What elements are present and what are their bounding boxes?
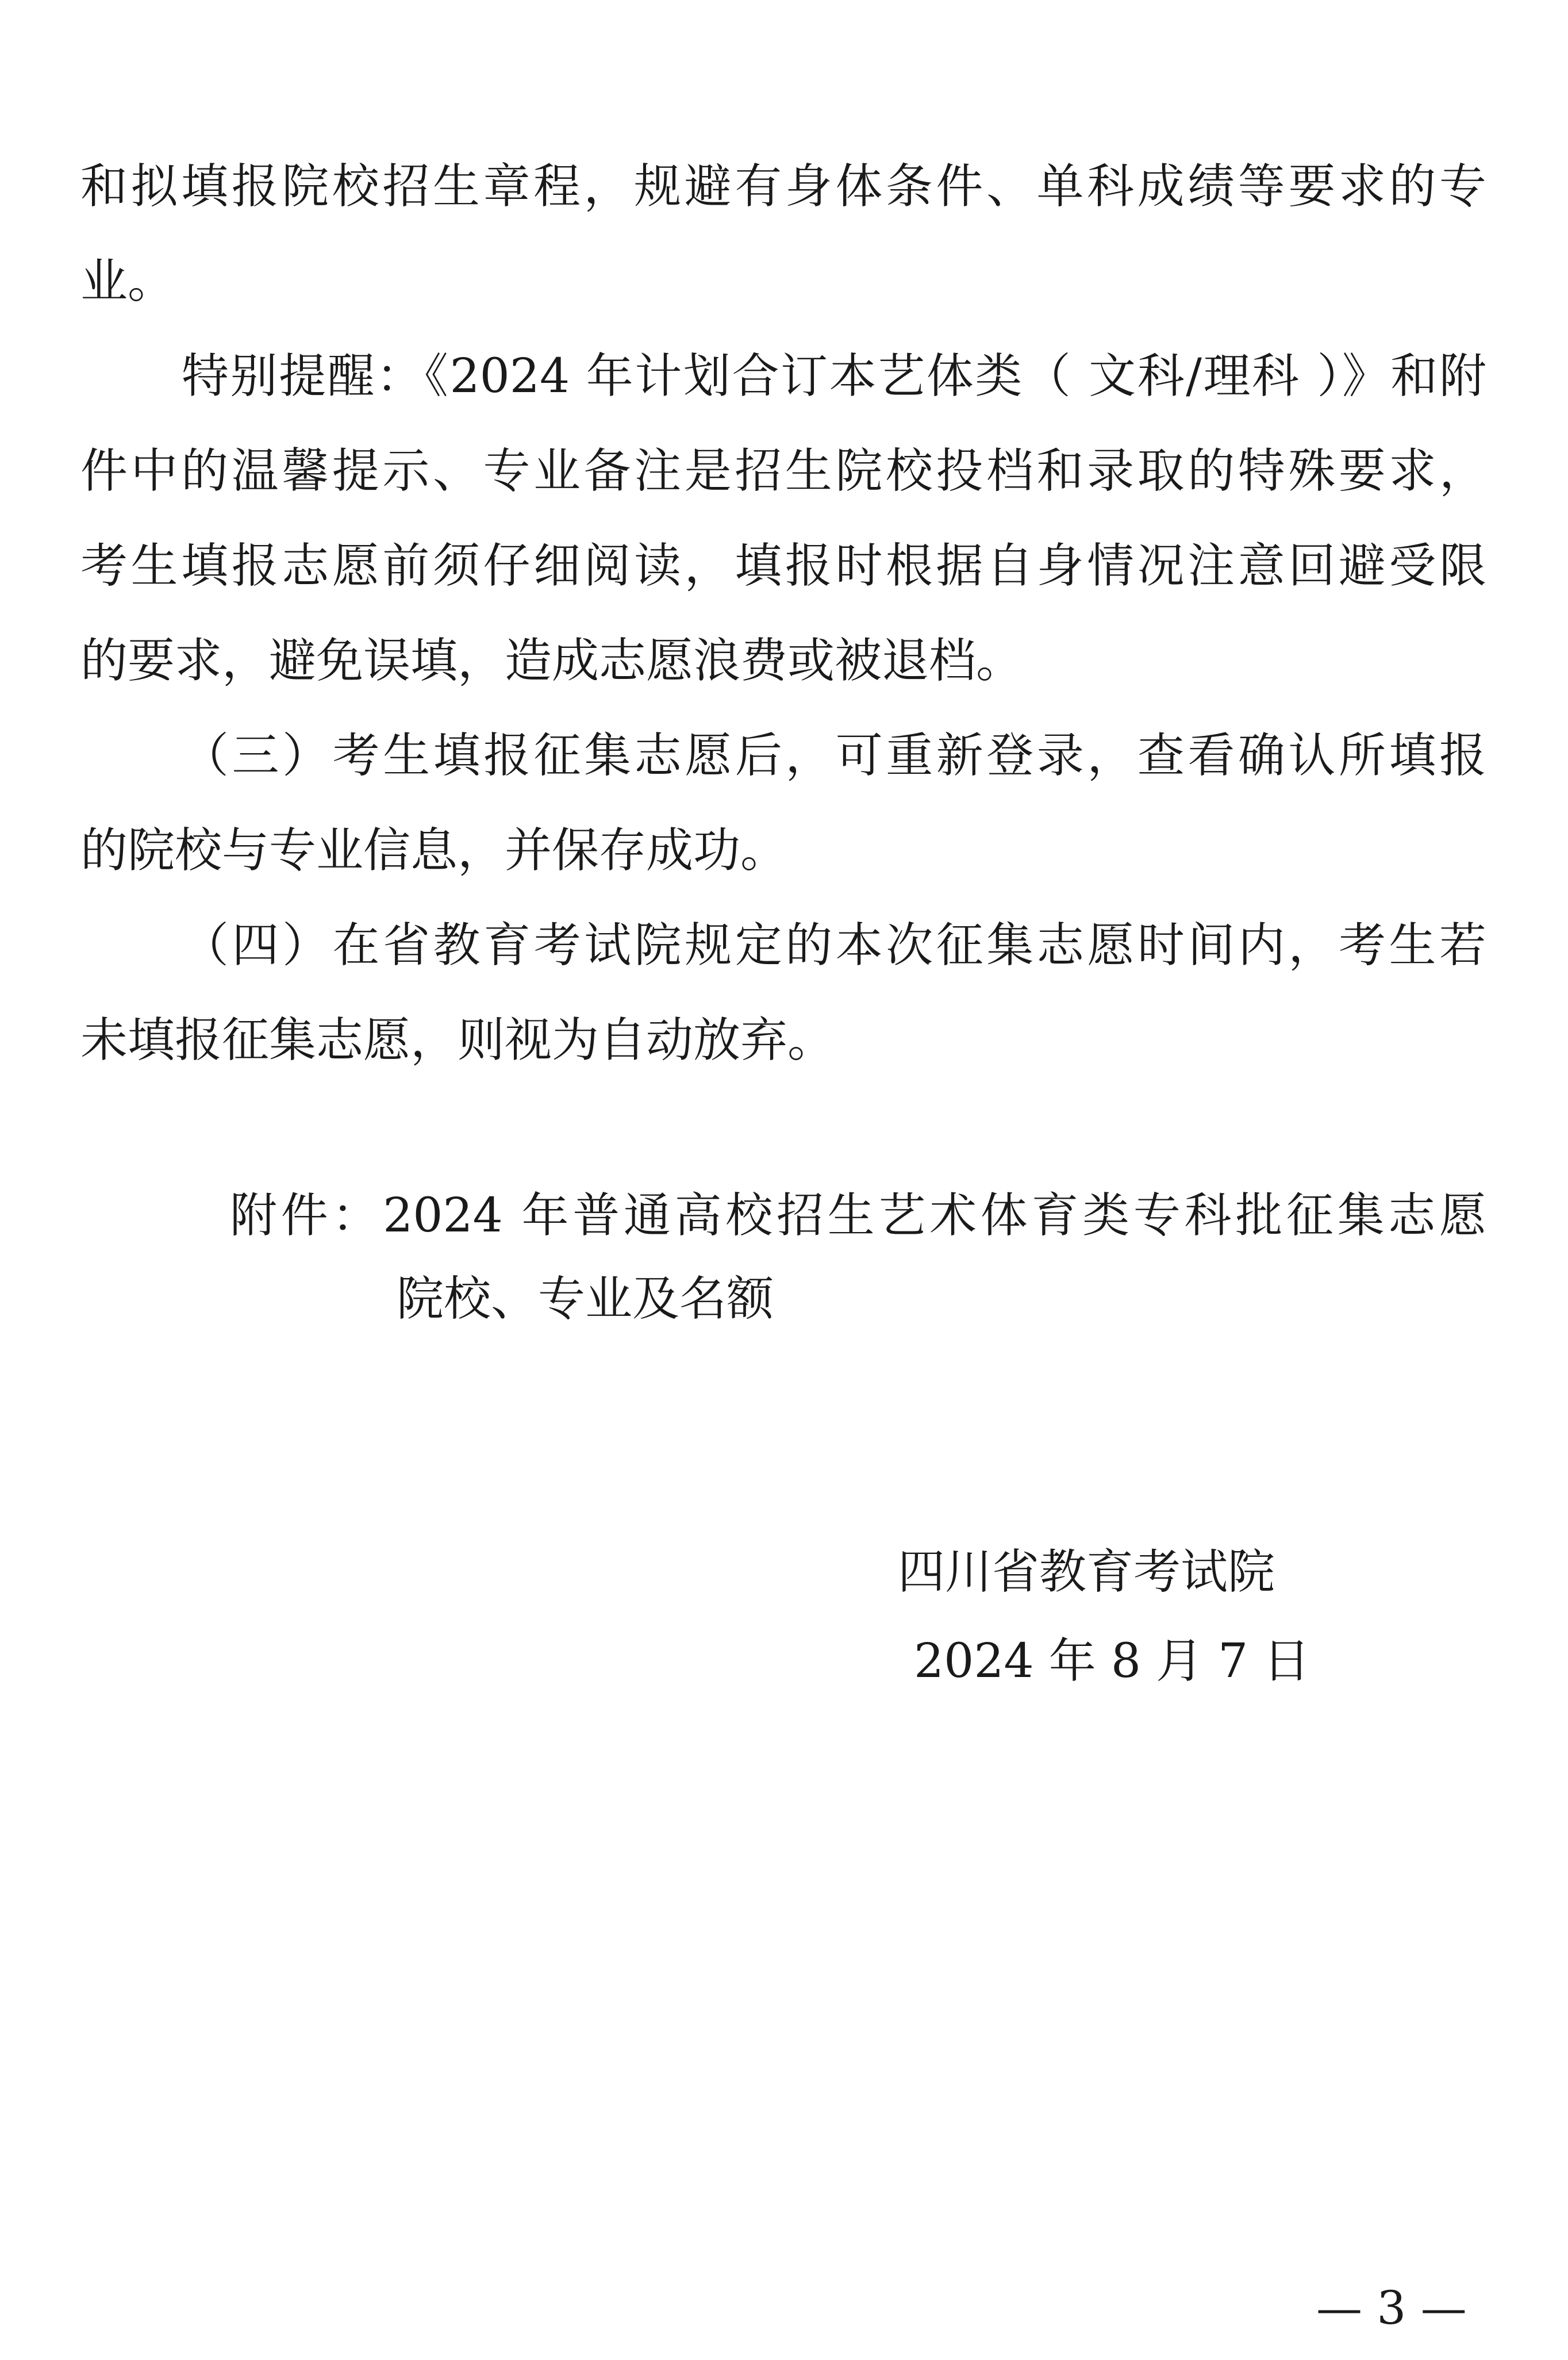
- para4-line1: （四）在省教育考试院规定的本次征集志愿时间内，考生若: [182, 918, 1486, 973]
- para2-line1: 特别提醒：《2024 年计划合订本艺体类（ 文科/理科 ）》和附: [182, 349, 1486, 404]
- para1-line2: 业。: [80, 254, 175, 309]
- para1-line1: 和拟填报院校招生章程，规避有身体条件、单科成绩等要求的专: [80, 159, 1486, 214]
- para3-line2: 的院校与专业信息，并保存成功。: [80, 823, 788, 878]
- para4-line2: 未填报征集志愿，则视为自动放弃。: [80, 1013, 835, 1068]
- para2-line2: 件中的温馨提示、专业备注是招生院校投档和录取的特殊要求，: [80, 444, 1486, 498]
- para2-line3: 考生填报志愿前须仔细阅读，填报时根据自身情况注意回避受限: [80, 539, 1486, 593]
- attachment-line1: 附件：2024 年普通高校招生艺术体育类专科批征集志愿: [230, 1188, 1486, 1243]
- para3-line1: （三）考生填报征集志愿后，可重新登录，查看确认所填报: [182, 728, 1486, 783]
- attachment-line2: 院校、专业及名额: [397, 1272, 774, 1326]
- page-number: — 3 —: [1316, 2281, 1467, 2335]
- issue-date: 2024 年 8 月 7 日: [914, 1634, 1310, 1689]
- issuer-name: 四川省教育考试院: [898, 1545, 1275, 1599]
- para2-line4: 的要求，避免误填，造成志愿浪费或被退档。: [80, 634, 1024, 688]
